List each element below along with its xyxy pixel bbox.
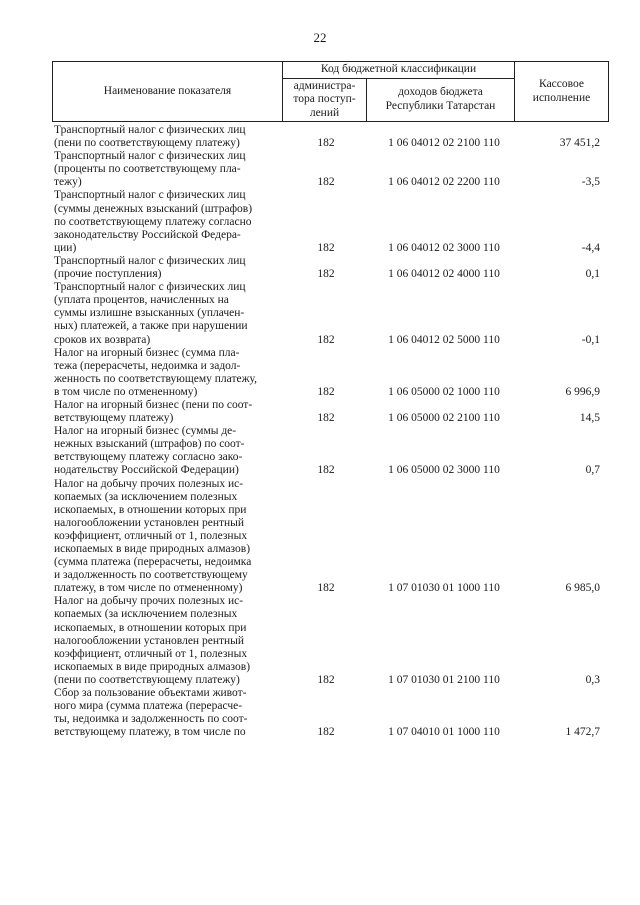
- indicator-name-line: и задолженность по соответствующему: [54, 569, 248, 582]
- administrator-code: 182: [317, 385, 335, 398]
- table-header: [52, 61, 609, 122]
- indicator-name-line: Налог на добычу прочих полезных ис-: [54, 477, 244, 490]
- cash-execution-value: 6 985,0: [565, 582, 600, 595]
- indicator-name: [52, 281, 284, 346]
- indicator-name-line: ископаемых, в отношении которых при: [54, 503, 247, 516]
- cash-execution-value: -3,5: [581, 176, 600, 189]
- budget-classification-code: 1 06 04012 02 2100 110: [388, 137, 500, 150]
- cash-execution-value: 1 472,7: [565, 726, 600, 739]
- indicator-name-line: (суммы денежных взысканий (штрафов): [54, 202, 253, 215]
- indicator-name-line: ископаемых в виде природных алмазов): [54, 660, 251, 673]
- administrator-code: 182: [317, 582, 335, 595]
- budget-classification-code: 1 07 04010 01 1000 110: [388, 726, 500, 739]
- indicator-name: [52, 255, 284, 281]
- header-value-column: Кассовое исполнение: [515, 62, 609, 122]
- indicator-name-line: (пени по соответствующему платежу): [54, 673, 240, 686]
- indicator-name: [52, 124, 284, 150]
- administrator-code: 182: [317, 333, 335, 346]
- indicator-name-line: ции): [54, 241, 77, 254]
- indicator-name-line: ветствующему платежу, в том числе по: [54, 726, 246, 739]
- budget-classification-code: 1 06 04012 02 3000 110: [388, 241, 500, 254]
- budget-classification-code: 1 06 05000 02 3000 110: [388, 464, 500, 477]
- table-row: [52, 687, 608, 739]
- indicator-name-line: ного мира (сумма платежа (перерасче-: [54, 700, 243, 713]
- indicator-name-line: Налог на игорный бизнес (суммы де-: [54, 425, 237, 438]
- table-row: [52, 595, 608, 687]
- indicator-name-line: копаемых (за исключением полезных: [54, 608, 238, 621]
- indicator-name: [52, 399, 284, 425]
- indicator-name-line: (проценты по соответствующему пла-: [54, 163, 241, 176]
- cash-execution-value: 14,5: [579, 412, 600, 425]
- indicator-name-line: женность по соответствующему платежу,: [54, 372, 258, 385]
- indicator-name-line: Транспортный налог с физических лиц: [54, 124, 246, 136]
- indicator-name-line: Транспортный налог с физических лиц: [54, 150, 246, 163]
- budget-classification-code: 1 06 05000 02 2100 110: [388, 412, 500, 425]
- indicator-name: [52, 687, 284, 739]
- indicator-name-line: платежу, в том числе по отмененному): [54, 582, 243, 595]
- header-name-column: Наименование показателя: [53, 62, 283, 122]
- indicator-name-line: в том числе по отмененному): [54, 385, 198, 398]
- indicator-name-line: тежа (перерасчеты, недоимка и задол-: [54, 359, 241, 372]
- indicator-name: [52, 189, 284, 254]
- cash-execution-value: 0,3: [585, 673, 600, 686]
- indicator-name-line: копаемых (за исключением полезных: [54, 490, 238, 503]
- budget-classification-code: 1 07 01030 01 1000 110: [388, 582, 500, 595]
- indicator-name-line: Транспортный налог с физических лиц: [54, 254, 246, 267]
- administrator-code: 182: [317, 176, 335, 189]
- indicator-name-line: нежных взысканий (штрафов) по соот-: [54, 438, 245, 451]
- indicator-name-line: (пени по соответствующему платежу): [54, 137, 240, 150]
- budget-classification-code: 1 06 05000 02 1000 110: [388, 385, 500, 398]
- indicator-name-line: Транспортный налог с физических лиц: [54, 281, 246, 294]
- indicator-name-line: ных) платежей, а также при нарушении: [54, 320, 248, 333]
- table-row: [52, 281, 608, 346]
- indicator-name: [52, 347, 284, 399]
- page-number: 22: [313, 30, 327, 45]
- table-row: [52, 347, 608, 399]
- table-row: [52, 189, 608, 254]
- indicator-name: [52, 150, 284, 189]
- budget-classification-code: 1 06 04012 02 4000 110: [388, 268, 500, 281]
- indicator-name-line: тежу): [54, 176, 82, 189]
- indicator-name: [52, 595, 284, 687]
- administrator-code: 182: [317, 268, 335, 281]
- budget-classification-code: 1 06 04012 02 2200 110: [388, 176, 500, 189]
- indicator-name-line: ты, недоимка и задолженность по соот-: [54, 713, 248, 726]
- indicator-name-line: нодательству Российской Федерации): [54, 464, 239, 477]
- indicator-name: [52, 478, 284, 596]
- header-admin-column: администра-тора поступ-лений: [283, 78, 367, 122]
- indicator-name-line: Налог на добычу прочих полезных ис-: [54, 595, 244, 608]
- table-row: [52, 150, 608, 189]
- budget-classification-code: 1 06 04012 02 5000 110: [388, 333, 500, 346]
- cash-execution-value: 37 451,2: [559, 137, 600, 150]
- indicator-name-line: (уплата процентов, начисленных на: [54, 294, 229, 307]
- indicator-name-line: налогообложении установлен рентный: [54, 634, 245, 647]
- indicator-name-line: (прочие поступления): [54, 268, 162, 281]
- indicator-name-line: Сбор за пользование объектами живот-: [54, 687, 247, 700]
- header-income-column: доходов бюджета Республики Татарстан: [367, 78, 515, 122]
- indicator-name-line: Налог на игорный бизнес (сумма пла-: [54, 346, 240, 359]
- table-row: [52, 425, 608, 477]
- table-body: [52, 124, 608, 739]
- cash-execution-value: -4,4: [581, 241, 600, 254]
- administrator-code: 182: [317, 726, 335, 739]
- indicator-name-line: ископаемых в виде природных алмазов): [54, 543, 251, 555]
- indicator-name-line: ветствующему платежу): [54, 412, 174, 425]
- indicator-name: [52, 425, 284, 477]
- indicator-name-line: по соответствующему платежу согласно: [54, 215, 252, 228]
- administrator-code: 182: [317, 412, 335, 425]
- cash-execution-value: -0,1: [581, 333, 600, 346]
- table-row: [52, 478, 608, 596]
- cash-execution-value: 6 996,9: [565, 385, 600, 398]
- administrator-code: 182: [317, 137, 335, 150]
- indicator-name-line: суммы излишне взысканных (уплачен-: [54, 307, 245, 320]
- indicator-name-line: коэффициент, отличный от 1, полезных: [54, 647, 248, 660]
- indicator-name-line: Транспортный налог с физических лиц: [54, 189, 246, 202]
- administrator-code: 182: [317, 241, 335, 254]
- table-row: [52, 399, 608, 425]
- administrator-code: 182: [317, 673, 335, 686]
- indicator-name-line: сроков их возврата): [54, 333, 151, 346]
- indicator-name-line: ископаемых, в отношении которых при: [54, 621, 247, 634]
- budget-classification-code: 1 07 01030 01 2100 110: [388, 673, 500, 686]
- indicator-name-line: Налог на игорный бизнес (пени по соот-: [54, 398, 253, 411]
- table-row: [52, 255, 608, 281]
- indicator-name-line: законодательству Российской Федера-: [54, 228, 241, 241]
- indicator-name-line: ветствующему платежу согласно зако-: [54, 451, 243, 464]
- indicator-name-line: (сумма платежа (перерасчеты, недоимка: [54, 556, 252, 569]
- cash-execution-value: 0,1: [585, 268, 600, 281]
- table-row: [52, 124, 608, 150]
- header-code-group: Код бюджетной классификации: [283, 62, 515, 79]
- administrator-code: 182: [317, 464, 335, 477]
- indicator-name-line: коэффициент, отличный от 1, полезных: [54, 529, 248, 542]
- indicator-name-line: налогообложении установлен рентный: [54, 516, 245, 529]
- cash-execution-value: 0,7: [585, 464, 600, 477]
